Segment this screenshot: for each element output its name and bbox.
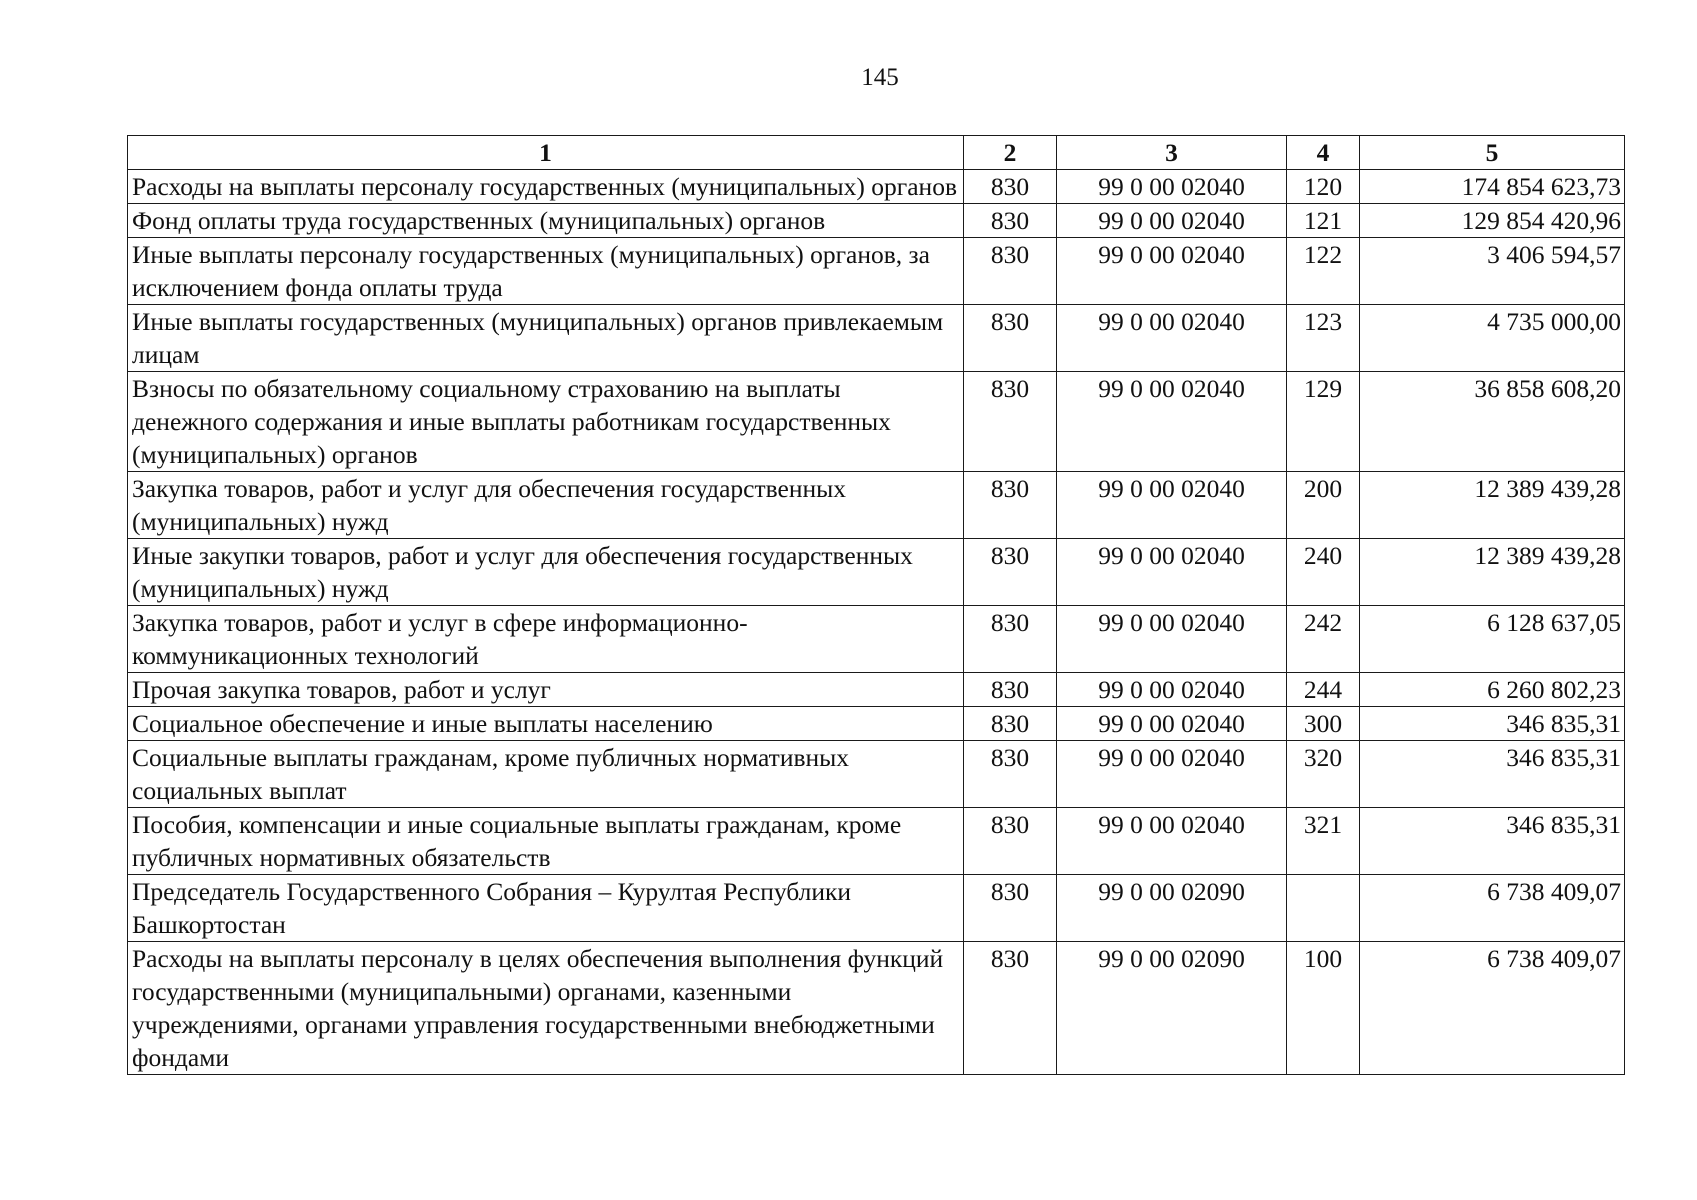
row-amount: 4 735 000,00 — [1360, 305, 1625, 372]
row-ved-code: 830 — [964, 238, 1057, 305]
page-number: 145 — [861, 64, 899, 91]
table-row — [128, 707, 1625, 741]
row-expense-type: 100 — [1287, 942, 1360, 1075]
row-ved-code: 830 — [964, 942, 1057, 1075]
table-row — [128, 372, 1625, 472]
row-target-code: 99 0 00 02040 — [1057, 606, 1287, 673]
row-target-code: 99 0 00 02040 — [1057, 238, 1287, 305]
row-name: Взносы по обязательному социальному страхованию на выплаты денежного содержания и иные выплаты работникам государственных (муниципальных) органов — [128, 372, 964, 472]
row-name: Прочая закупка товаров, работ и услуг — [128, 673, 964, 707]
row-ved-code: 830 — [964, 305, 1057, 372]
row-expense-type: 120 — [1287, 170, 1360, 204]
table-row — [128, 204, 1625, 238]
row-expense-type: 129 — [1287, 372, 1360, 472]
row-amount: 346 835,31 — [1360, 808, 1625, 875]
row-amount: 6 128 637,05 — [1360, 606, 1625, 673]
row-target-code: 99 0 00 02090 — [1057, 875, 1287, 942]
table-row — [128, 238, 1625, 305]
row-amount: 6 738 409,07 — [1360, 942, 1625, 1075]
row-ved-code: 830 — [964, 170, 1057, 204]
table-row — [128, 808, 1625, 875]
row-expense-type: 123 — [1287, 305, 1360, 372]
row-expense-type: 122 — [1287, 238, 1360, 305]
table-row — [128, 741, 1625, 808]
row-name: Закупка товаров, работ и услуг для обеспечения государственных (муниципальных) нужд — [128, 472, 964, 539]
row-expense-type: 321 — [1287, 808, 1360, 875]
row-target-code: 99 0 00 02040 — [1057, 204, 1287, 238]
table-row — [128, 472, 1625, 539]
header-cell-2: 2 — [964, 136, 1057, 170]
row-name: Фонд оплаты труда государственных (муниципальных) органов — [128, 204, 964, 238]
row-amount: 36 858 608,20 — [1360, 372, 1625, 472]
table-header — [128, 136, 1625, 170]
table-row — [128, 875, 1625, 942]
row-target-code: 99 0 00 02090 — [1057, 942, 1287, 1075]
row-name: Председатель Государственного Собрания – Курултая Республики Башкортостан — [128, 875, 964, 942]
row-ved-code: 830 — [964, 741, 1057, 808]
row-expense-type: 240 — [1287, 539, 1360, 606]
row-name: Расходы на выплаты персоналу государственных (муниципальных) органов — [128, 170, 964, 204]
row-name: Иные выплаты персоналу государственных (муниципальных) органов, за исключением фонда оплаты труда — [128, 238, 964, 305]
table-row — [128, 942, 1625, 1075]
header-cell-1: 1 — [128, 136, 964, 170]
row-amount: 129 854 420,96 — [1360, 204, 1625, 238]
row-expense-type: 200 — [1287, 472, 1360, 539]
row-expense-type: 320 — [1287, 741, 1360, 808]
row-name: Социальные выплаты гражданам, кроме публичных нормативных социальных выплат — [128, 741, 964, 808]
row-ved-code: 830 — [964, 875, 1057, 942]
row-name: Расходы на выплаты персоналу в целях обеспечения выполнения функций государственными (муниципальными) органами, казенными учреждениями, органами управления государственными внебюджетными фондами — [128, 942, 964, 1075]
row-expense-type: 244 — [1287, 673, 1360, 707]
row-target-code: 99 0 00 02040 — [1057, 372, 1287, 472]
table-row — [128, 673, 1625, 707]
table-row — [128, 539, 1625, 606]
row-ved-code: 830 — [964, 372, 1057, 472]
row-expense-type: 242 — [1287, 606, 1360, 673]
row-ved-code: 830 — [964, 539, 1057, 606]
row-amount: 3 406 594,57 — [1360, 238, 1625, 305]
row-amount: 346 835,31 — [1360, 741, 1625, 808]
header-cell-4: 4 — [1287, 136, 1360, 170]
row-ved-code: 830 — [964, 204, 1057, 238]
header-cell-3: 3 — [1057, 136, 1287, 170]
row-target-code: 99 0 00 02040 — [1057, 673, 1287, 707]
header-row — [128, 136, 1625, 170]
row-ved-code: 830 — [964, 707, 1057, 741]
table-row — [128, 170, 1625, 204]
row-target-code: 99 0 00 02040 — [1057, 472, 1287, 539]
row-amount: 6 260 802,23 — [1360, 673, 1625, 707]
table-row — [128, 305, 1625, 372]
header-cell-5: 5 — [1360, 136, 1625, 170]
row-target-code: 99 0 00 02040 — [1057, 707, 1287, 741]
row-amount: 6 738 409,07 — [1360, 875, 1625, 942]
row-target-code: 99 0 00 02040 — [1057, 539, 1287, 606]
row-name: Закупка товаров, работ и услуг в сфере информационно-коммуникационных технологий — [128, 606, 964, 673]
row-name: Социальное обеспечение и иные выплаты населению — [128, 707, 964, 741]
row-name: Иные закупки товаров, работ и услуг для обеспечения государственных (муниципальных) нужд — [128, 539, 964, 606]
table-row — [128, 606, 1625, 673]
row-amount: 12 389 439,28 — [1360, 472, 1625, 539]
row-name: Пособия, компенсации и иные социальные выплаты гражданам, кроме публичных нормативных обязательств — [128, 808, 964, 875]
row-target-code: 99 0 00 02040 — [1057, 170, 1287, 204]
budget-table — [127, 135, 1625, 1075]
row-expense-type: 121 — [1287, 204, 1360, 238]
row-expense-type: 300 — [1287, 707, 1360, 741]
row-amount: 12 389 439,28 — [1360, 539, 1625, 606]
table-body — [128, 170, 1625, 1075]
row-ved-code: 830 — [964, 606, 1057, 673]
row-target-code: 99 0 00 02040 — [1057, 808, 1287, 875]
row-ved-code: 830 — [964, 673, 1057, 707]
row-name: Иные выплаты государственных (муниципальных) органов привлекаемым лицам — [128, 305, 964, 372]
row-amount: 346 835,31 — [1360, 707, 1625, 741]
row-ved-code: 830 — [964, 472, 1057, 539]
row-target-code: 99 0 00 02040 — [1057, 305, 1287, 372]
row-target-code: 99 0 00 02040 — [1057, 741, 1287, 808]
row-expense-type — [1287, 875, 1360, 942]
row-ved-code: 830 — [964, 808, 1057, 875]
row-amount: 174 854 623,73 — [1360, 170, 1625, 204]
